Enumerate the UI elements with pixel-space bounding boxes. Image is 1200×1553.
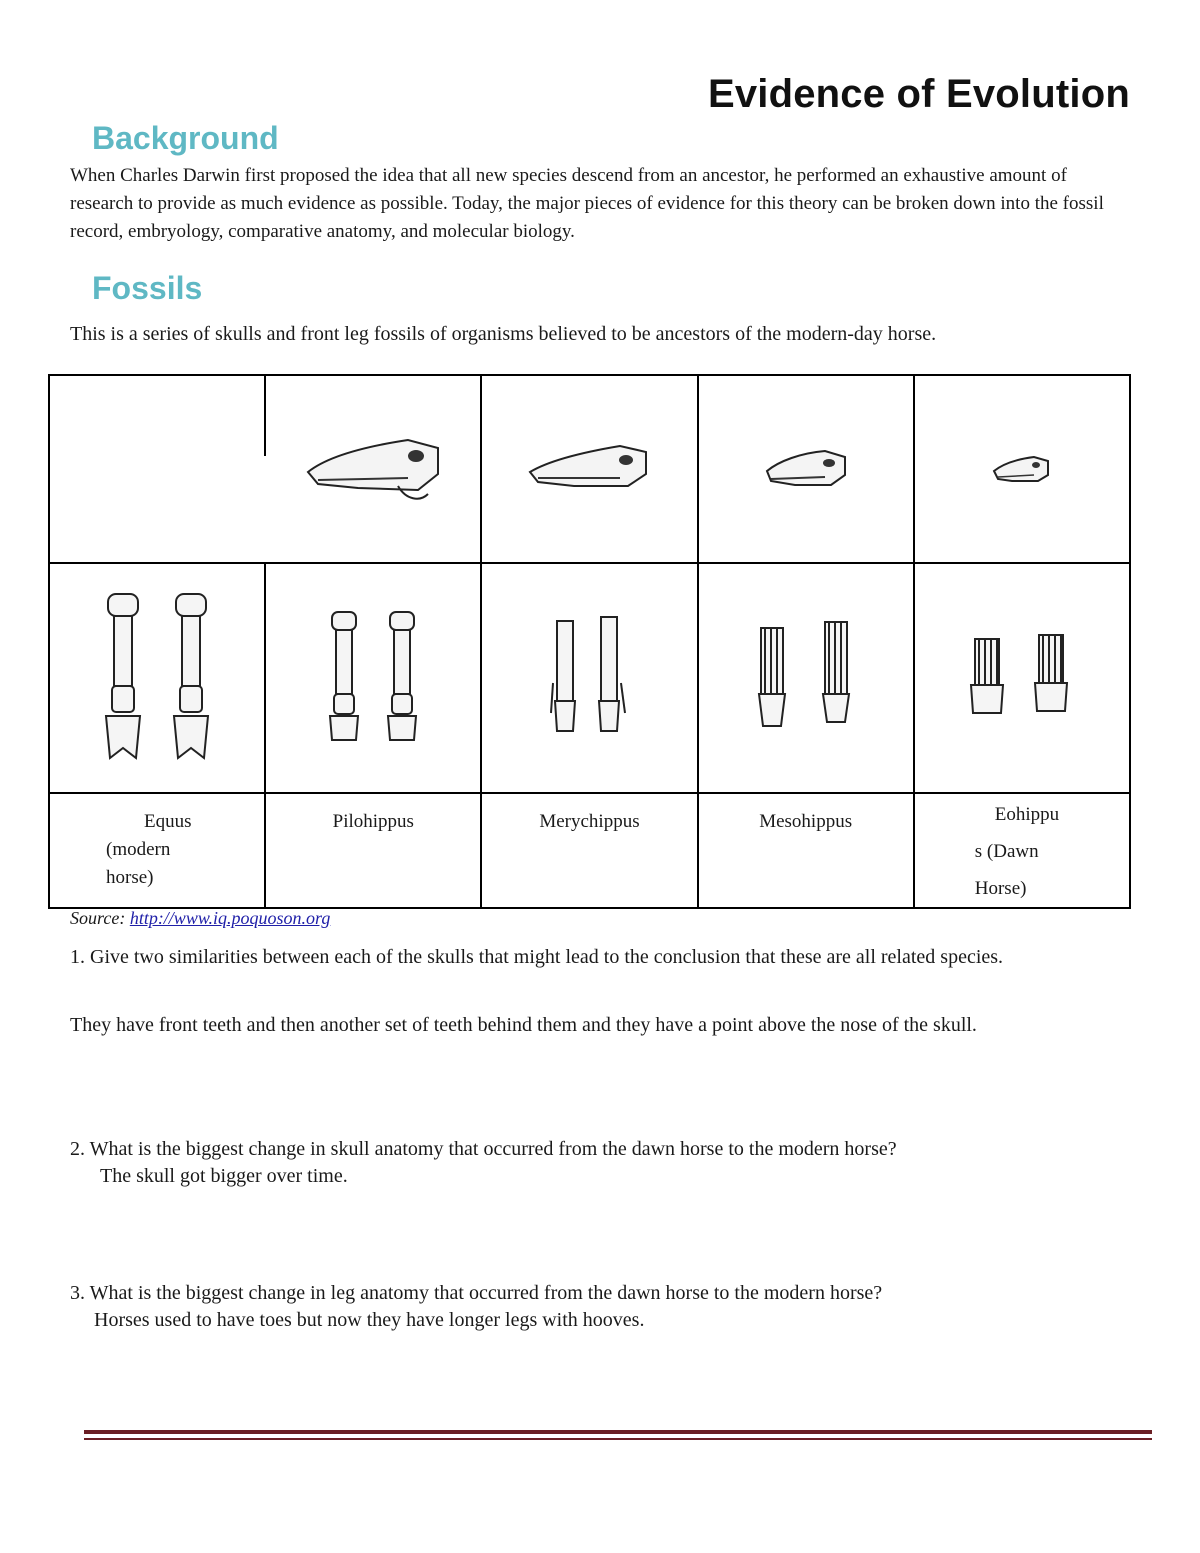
leg-cell-mesohippus — [698, 563, 914, 793]
species-name-line: Eohippu — [994, 804, 1060, 825]
skull-icon — [761, 441, 851, 497]
species-name: Mesohippus — [759, 811, 853, 832]
source-label: Source: — [70, 908, 126, 928]
species-name: Pilohippus — [332, 811, 414, 832]
skull-row — [49, 375, 1130, 563]
answer-2: The skull got bigger over time. — [100, 1165, 348, 1187]
source-link[interactable]: http://www.iq.poquoson.org — [129, 908, 331, 928]
question-2: 2. What is the biggest change in skull anatomy that occurred from the dawn horse to the modern horse? — [70, 1138, 897, 1160]
three-toe-leg-icon — [549, 613, 629, 743]
leg-cell-eohippus — [914, 563, 1130, 793]
skull-cell-equus — [49, 375, 265, 563]
leg-cell-pilohippus — [265, 563, 481, 793]
skull-icon — [298, 424, 448, 514]
single-hoof-leg-icon — [318, 608, 428, 748]
skull-cell-mesohippus — [698, 375, 914, 563]
answer-1: They have front teeth and then another set of teeth behind them and they have a point above the nose of the skull. — [70, 1014, 977, 1036]
answer-3: Horses used to have toes but now they have longer legs with hooves. — [94, 1309, 645, 1331]
question-1: 1. Give two similarities between each of the skulls that might lead to the conclusion that these are all related species. — [70, 946, 1004, 968]
name-cell-eohippus — [914, 793, 1130, 908]
species-name-line: horse) — [106, 867, 154, 888]
name-cell-equus — [49, 793, 265, 908]
footer-rule — [84, 1430, 1152, 1440]
source-citation — [70, 908, 330, 929]
background-heading: Background — [92, 120, 279, 156]
species-name-line: Horse) — [974, 878, 1027, 899]
background-paragraph: When Charles Darwin first proposed the idea that all new species descend from an ancestor, he performed an exhaustive amount of research to provide as much evidence as possible. Today, the major pieces of evidence for this theory can be broken down into the fossil record, embryology, comparative anatomy, and molecular biology. — [70, 165, 1104, 242]
species-name: Merychippus — [539, 811, 640, 832]
leg-cell-merychippus — [481, 563, 697, 793]
name-cell-mesohippus — [698, 793, 914, 908]
skull-cell-merychippus — [481, 375, 697, 563]
fossils-heading: Fossils — [92, 270, 203, 306]
fossils-intro: This is a series of skulls and front leg fossils of organisms believed to be ancestors of the modern-day horse. — [70, 323, 937, 345]
skull-cell-pilohippus — [265, 375, 481, 563]
small-skull-icon — [990, 449, 1054, 489]
species-name-line: Equus — [144, 811, 192, 832]
name-cell-pilohippus — [265, 793, 481, 908]
leg-cell-equus — [49, 563, 265, 793]
fossil-table — [48, 374, 1131, 909]
species-name-line: (modern — [106, 839, 171, 860]
skull-icon — [524, 434, 654, 504]
three-toe-leg-icon — [751, 618, 861, 738]
name-row — [49, 793, 1130, 908]
species-name-line: s (Dawn — [974, 841, 1039, 862]
question-3: 3. What is the biggest change in leg anatomy that occurred from the dawn horse to the modern horse? — [70, 1282, 883, 1304]
single-hoof-leg-icon — [92, 588, 222, 768]
leg-row — [49, 563, 1130, 793]
four-toe-leg-icon — [967, 633, 1077, 723]
page-title: Evidence of Evolution — [707, 72, 1130, 116]
name-cell-merychippus — [481, 793, 697, 908]
skull-cell-eohippus — [914, 375, 1130, 563]
